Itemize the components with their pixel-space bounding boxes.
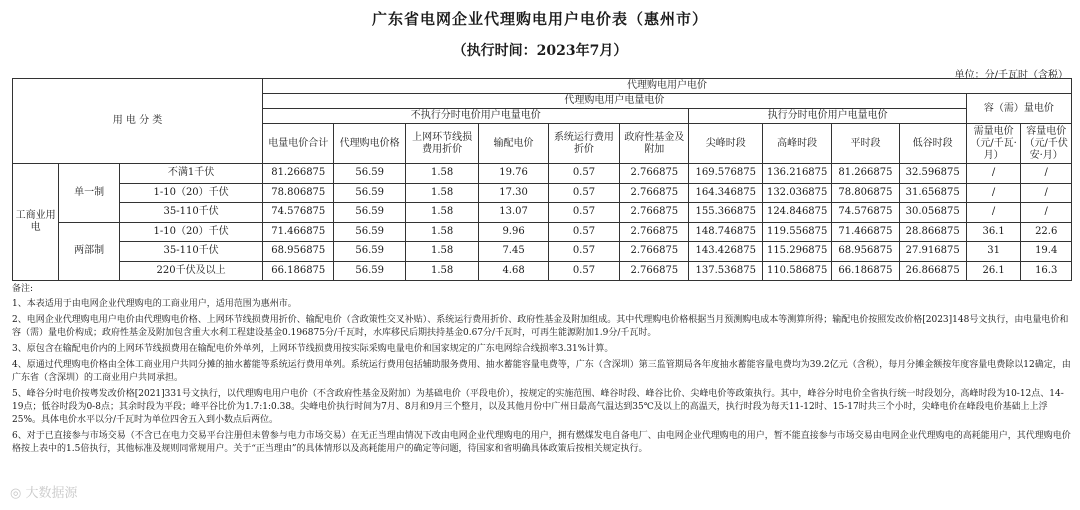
price-cell: 0.57	[548, 242, 619, 262]
price-cell: 56.59	[334, 203, 405, 223]
price-cell: 26.866875	[899, 261, 966, 281]
price-cell: 74.576875	[832, 203, 899, 223]
col-header: 尖峰时段	[689, 124, 763, 164]
price-cell: 19.76	[479, 164, 548, 184]
price-cell: 56.59	[334, 222, 405, 242]
price-cell: 19.4	[1021, 242, 1072, 262]
tariff-table	[12, 78, 1072, 281]
notes-heading: 备注:	[12, 284, 34, 294]
tou-header: 执行分时电价用户电量电价	[689, 109, 966, 124]
price-cell: /	[1021, 164, 1072, 184]
price-cell: 17.30	[479, 183, 548, 203]
price-cell: /	[966, 203, 1021, 223]
price-cell: 2.766875	[620, 242, 689, 262]
price-cell: 9.96	[479, 222, 548, 242]
price-cell: 71.466875	[832, 222, 899, 242]
price-cell: 0.57	[548, 261, 619, 281]
price-cell: 56.59	[334, 183, 405, 203]
note-item: 2、电网企业代理购电用户电价由代理购电价格、上网环节线损费用折价、输配电价（含政策性交叉补贴）、系统运行费用折价、政府性基金及附加组成。其中代理购电价格根据当月预测购电成本等测算所得；输配电价按照发改价格[2023]148号文执行，由电量电价和容（需）量电价构成；政府性基金及附加包含重大水利工程建设基金0.196875分/千瓦时，水库移民后期扶持基金0.67分/千瓦时，可再生能源附加1.9分/千瓦时。	[12, 315, 1069, 338]
price-cell: 2.766875	[620, 203, 689, 223]
price-cell: 169.576875	[689, 164, 763, 184]
price-cell: 7.45	[479, 242, 548, 262]
price-cell: 164.346875	[689, 183, 763, 203]
col-header: 输配电价	[479, 124, 548, 164]
note-item: 3、原包含在输配电价内的上网环节线损费用在输配电价外单列，上网环节线损费用按实际采购电量电价和国家规定的广东电网综合线损率3.31%计算。	[12, 344, 614, 354]
note-item: 1、本表适用于由电网企业代理购电的工商业用户，适用范围为惠州市。	[12, 299, 297, 309]
price-cell: 68.956875	[263, 242, 334, 262]
voltage-level: 35-110千伏	[120, 203, 263, 223]
price-cell: 27.916875	[899, 242, 966, 262]
price-cell: 4.68	[479, 261, 548, 281]
execution-date: （执行时间：2023年7月）	[452, 43, 628, 59]
table-row	[13, 164, 1072, 184]
price-cell: 2.766875	[620, 164, 689, 184]
price-cell: 78.806875	[832, 183, 899, 203]
price-cell: 30.056875	[899, 203, 966, 223]
price-cell: 1.58	[405, 222, 479, 242]
col-header: 高峰时段	[763, 124, 832, 164]
price-cell: 56.59	[334, 242, 405, 262]
price-cell: 16.3	[1021, 261, 1072, 281]
notes-section	[12, 283, 1072, 459]
price-cell: 119.556875	[763, 222, 832, 242]
price-cell: 26.1	[966, 261, 1021, 281]
note-item: 4、原通过代理购电价格由全体工商业用户共同分摊的抽水蓄能等系统运行费用单列。系统运行费用包括辅助服务费用、抽水蓄能容量电费等，广东（含深圳）第三监管期局各年度抽水蓄能容量电费均为39.2亿元（含税），每月分摊金额按年度容量电费除以12确定，由广东省（含深圳）的工商业用户共同承担。	[12, 360, 1071, 383]
agent-price-header: 代理购电用户电价	[263, 79, 1072, 94]
table-row	[13, 261, 1072, 281]
energy-price-header: 代理购电用户电量电价	[263, 94, 967, 109]
price-cell: 115.296875	[763, 242, 832, 262]
col-header: 容量电价（元/千伏安·月）	[1021, 124, 1072, 164]
price-cell: 137.536875	[689, 261, 763, 281]
price-cell: 28.866875	[899, 222, 966, 242]
group-main: 工商业用电	[13, 164, 59, 281]
voltage-level: 不满1千伏	[120, 164, 263, 184]
price-cell: 0.57	[548, 203, 619, 223]
price-cell: 71.466875	[263, 222, 334, 242]
price-cell: 56.59	[334, 164, 405, 184]
price-cell: /	[1021, 183, 1072, 203]
table-row	[13, 183, 1072, 203]
price-cell: /	[966, 164, 1021, 184]
watermark: ◎ 大数据源	[10, 486, 78, 501]
capacity-price-header: 容（需）量电价	[966, 94, 1071, 124]
group-single: 单一制	[59, 164, 120, 223]
voltage-level: 1-10（20）千伏	[120, 222, 263, 242]
page-title: 广东省电网企业代理购电用户电价表（惠州市）	[371, 10, 708, 28]
price-cell: 1.58	[405, 183, 479, 203]
price-cell: 81.266875	[832, 164, 899, 184]
price-cell: 136.216875	[763, 164, 832, 184]
price-cell: 2.766875	[620, 183, 689, 203]
price-cell: /	[966, 183, 1021, 203]
price-cell: 1.58	[405, 164, 479, 184]
price-cell: 1.58	[405, 261, 479, 281]
price-cell: 78.806875	[263, 183, 334, 203]
price-cell: 0.57	[548, 164, 619, 184]
price-cell: 124.846875	[763, 203, 832, 223]
price-cell: 0.57	[548, 183, 619, 203]
col-header: 需量电价（元/千瓦·月）	[966, 124, 1021, 164]
col-header: 代理购电价格	[334, 124, 405, 164]
table-row	[13, 222, 1072, 242]
price-cell: 31.656875	[899, 183, 966, 203]
price-cell: 13.07	[479, 203, 548, 223]
voltage-level: 1-10（20）千伏	[120, 183, 263, 203]
price-cell: 22.6	[1021, 222, 1072, 242]
category-header: 用 电 分 类	[13, 79, 263, 164]
voltage-level: 220千伏及以上	[120, 261, 263, 281]
price-cell: 132.036875	[763, 183, 832, 203]
price-cell: 81.266875	[263, 164, 334, 184]
price-cell: 1.58	[405, 203, 479, 223]
price-cell: 66.186875	[263, 261, 334, 281]
non-tou-header: 不执行分时电价用户电量电价	[263, 109, 689, 124]
voltage-level: 35-110千伏	[120, 242, 263, 262]
note-item: 5、峰谷分时电价按粤发改价格[2021]331号文执行，以代理购电用户电价（不含政府性基金及附加）为基础电价（平段电价），按规定的实施范围、峰谷时段、峰谷比价、尖峰电价等政策执行。其中，峰谷分时电价全省执行统一时段划分，高峰时段为10-12点、14-19点；低谷时段为0-8点；其余时段为平段；峰平谷比价为1.7:1:0.38。尖峰电价执行时间为7月、8月和9月三个整月，以及其他月份中广州日最高气温达到35℃及以上的高温天，执行时段为每天11-12时、15-17时共三个小时，尖峰电价在峰段电价基础上上浮25%。具体电价水平以分/千瓦时为单位四舍五入到小数点后两位。	[12, 389, 1064, 425]
price-cell: 74.576875	[263, 203, 334, 223]
price-cell: 66.186875	[832, 261, 899, 281]
price-cell: 148.746875	[689, 222, 763, 242]
note-item: 6、对于已直接参与市场交易（不含已在电力交易平台注册但未曾参与电力市场交易）在无正当理由情况下改由电网企业代理购电的用户，拥有燃煤发电自备电厂、由电网企业代理购电的用户，暂不能直接参与市场交易由电网企业代理购电的高耗能用户，其代理购电价格按上表中的1.5倍执行，其他标准及规则同常规用户。关于“正当理由”的具体情形以及高耗能用户的确定等问题，待国家和省明确具体政策后按相关规定执行。	[12, 431, 1071, 454]
table-row	[13, 203, 1072, 223]
price-cell: 32.596875	[899, 164, 966, 184]
table-row	[13, 242, 1072, 262]
col-header: 平时段	[832, 124, 899, 164]
col-header: 上网环节线损费用折价	[405, 124, 479, 164]
price-cell: 31	[966, 242, 1021, 262]
price-cell: 110.586875	[763, 261, 832, 281]
col-header: 电量电价合计	[263, 124, 334, 164]
col-header: 政府性基金及附加	[620, 124, 689, 164]
price-cell: 36.1	[966, 222, 1021, 242]
price-cell: 143.426875	[689, 242, 763, 262]
price-cell: /	[1021, 203, 1072, 223]
unit-label: 单位：分/千瓦时（含税）	[954, 70, 1068, 81]
col-header: 低谷时段	[899, 124, 966, 164]
price-cell: 2.766875	[620, 261, 689, 281]
price-cell: 68.956875	[832, 242, 899, 262]
price-cell: 0.57	[548, 222, 619, 242]
group-double: 两部制	[59, 222, 120, 281]
price-cell: 1.58	[405, 242, 479, 262]
price-cell: 2.766875	[620, 222, 689, 242]
price-cell: 56.59	[334, 261, 405, 281]
price-cell: 155.366875	[689, 203, 763, 223]
col-header: 系统运行费用折价	[548, 124, 619, 164]
